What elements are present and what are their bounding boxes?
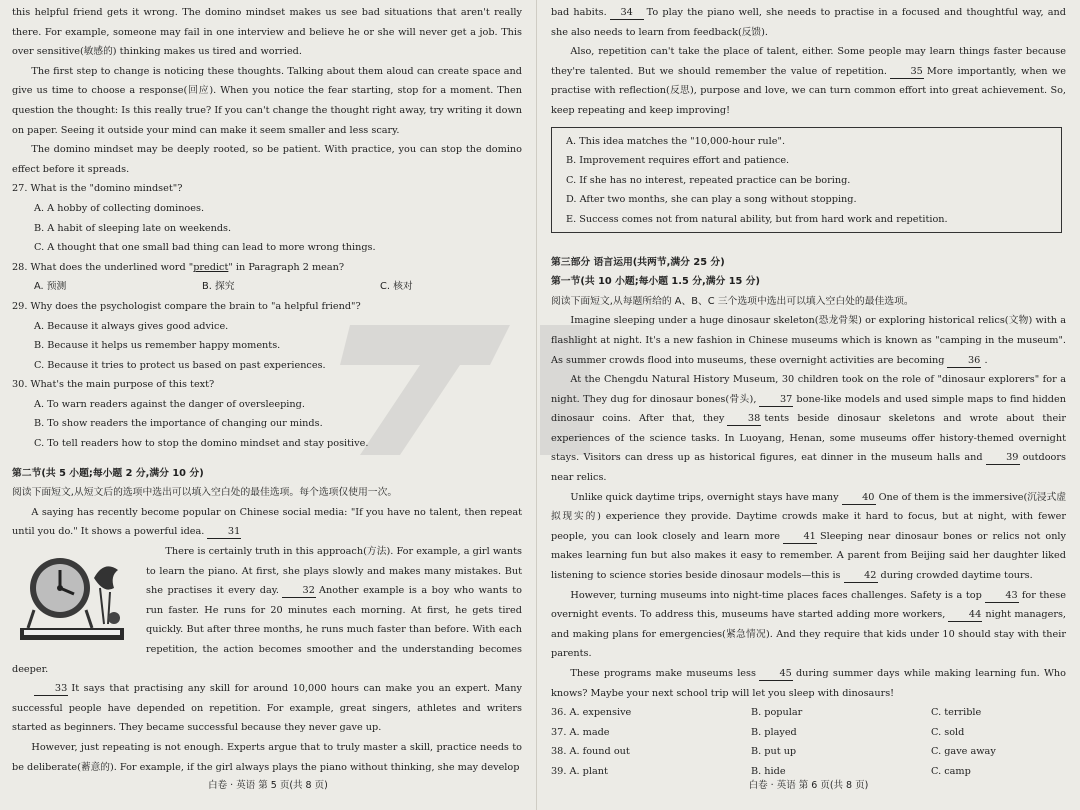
question-27: 27. What is the "domino mindset"? — [12, 183, 183, 195]
option: C. Because it tries to protect us based on past experiences. — [34, 359, 326, 371]
paragraph: The first step to change is noticing these thoughts. Talking about them aloud can create space and give us time to choose a response(回应). When you notice the fear starting, stop for a moment. Then question the thought: Is this really true? If you can't change the thought right away, try writing it down on paper. Seeing it outside your mind can make it seem smaller and less scary. — [12, 65, 522, 136]
blank-31: 31 — [207, 525, 241, 539]
option: 36. A. expensive — [551, 707, 632, 719]
section-instructions: 阅读下面短文,从每题所给的 A、B、C 三个选项中选出可以填入空白处的最佳选项。 — [551, 295, 914, 307]
blank-38: 38 — [727, 412, 761, 426]
page-footer: 白卷 · 英语 第 5 页(共 8 页) — [208, 780, 328, 792]
option: C. camp — [931, 765, 971, 777]
question-28: 28. What does the underlined word "predict" in Paragraph 2 mean? — [12, 261, 345, 273]
blank-39: 39 — [986, 451, 1020, 465]
page-footer: 白卷 · 英语 第 6 页(共 8 页) — [748, 780, 869, 792]
section-title: 第二节(共 5 小题;每小题 2 分,满分 10 分) — [12, 467, 204, 479]
question-29: 29. Why does the psychologist compare the brain to "a helpful friend"? — [12, 300, 361, 312]
option: E. Success comes not from natural ability, but from hard work and repetition. — [566, 213, 948, 225]
blank-41: 41 — [783, 530, 817, 544]
paragraph: A saying has recently become popular on Chinese social media: "If you have no talent, then repeat until you do." It shows a powerful idea. 31 — [12, 506, 522, 538]
answer-options — [551, 703, 1066, 781]
option: B. A habit of sleeping late on weekends. — [34, 222, 232, 234]
blank-42: 42 — [844, 569, 878, 583]
paragraph: this helpful friend gets it wrong. The domino mindset makes us see bad situations that aren't really there. For example, someone may fail in one interview and believe he or she will never get a job. This over sensitive(敏感的) thinking makes us tired and worried. — [12, 7, 522, 58]
paragraph: At the Chengdu Natural History Museum, 30 children took on the role of "dinosaur explorers" for a night. They dug for dinosaur bones(骨头), 37 bone-like models and used simple maps to find hidden dinosaur coins. After that, they 38 tents beside dinosaur skeletons and wrote about their experiences of the science tasks. In Luoyang, Henan, some museums offer history-themed overnight stays. Visitors can dress up as historical figures, eat dinner in the museum halls and 39 outdoors near relics. — [551, 374, 1066, 484]
part-title: 第三部分 语言运用(共两节,满分 25 分) — [551, 256, 725, 268]
option: C. gave away — [931, 746, 996, 758]
page-6 — [537, 0, 1080, 810]
option: C. sold — [931, 726, 965, 738]
option: A. A hobby of collecting dominoes. — [34, 202, 205, 214]
blank-32: 32 — [282, 584, 316, 598]
option: B. played — [751, 726, 797, 738]
option: B. popular — [751, 707, 803, 719]
paragraph: bad habits. 34 To play the piano well, she needs to practise in a focused and thoughtful way, and she also needs to learn from feedback(反馈). — [551, 7, 1066, 38]
question-30: 30. What's the main purpose of this text? — [12, 379, 215, 391]
option: A. This idea matches the "10,000-hour rule". — [566, 135, 786, 147]
option: B. Because it helps us remember happy moments. — [34, 340, 281, 352]
option: C. To tell readers how to stop the domino mindset and stay positive. — [34, 438, 369, 450]
option: 39. A. plant — [551, 765, 608, 777]
option: A. To warn readers against the danger of oversleeping. — [34, 398, 305, 410]
option: D. After two months, she can play a song without stopping. — [566, 194, 857, 206]
option: B. hide — [751, 765, 786, 777]
paragraph: The domino mindset may be deeply rooted, so be patient. With practice, you can stop the domino effect before it spreads. — [12, 144, 522, 175]
paragraph: There is certainly truth in this approach(方法). For example, a girl wants to learn the piano. At first, she plays slowly and makes many mistakes. But she practises it every day. 32 Another example is a boy who wants to run faster. He runs for 20 minutes each morning. At first, he gets tired quickly. But after three months, he runs much faster than before. With each repetition, the action becomes smoother and the understanding becomes deeper. — [12, 546, 522, 675]
section-instructions: 阅读下面短文,从短文后的选项中选出可以填入空白处的最佳选项。每个选项仅使用一次。 — [12, 487, 398, 499]
option: A. 预测 — [34, 281, 67, 293]
paragraph: However, just repeating is not enough. Experts argue that to truly master a skill, practice needs to be deliberate(蓄意的). For example, if the girl always plays the piano without thinking, she may develop — [12, 741, 522, 773]
paragraph: 33 It says that practising any skill for around 10,000 hours can make you an expert. Many successful people have depended on repetition. For example, great singers, athletes and writers started as beginners. They became successful because they never gave up. — [12, 683, 522, 734]
blank-34: 34 — [610, 6, 644, 20]
paragraph: However, turning museums into night-time places faces challenges. Safety is a top 43 for these overnight events. To address this, museums have started adding more workers, 44 night managers, and making plans for emergencies(紧急情况). And they require that kids under 10 should stay with their parents. — [551, 589, 1066, 660]
paragraph: Also, repetition can't take the place of talent, either. Some people may learn things faster because they're talented. But we should remember the value of repetition. 35 More importantly, when we practise with reflection(反思), purpose and love, we can turn common effort into great achievement. So, keep repeating and keep improving! — [551, 46, 1067, 116]
paragraph: Unlike quick daytime trips, overnight stays have many 40 One of them is the immersive(沉浸式虚拟现实的) experience they provide. Daytime crowds make it hard to focus, but at night, with fewer people, you can look closely and learn more 41 Sleeping near dinosaur bones or relics not only makes learning fun but also makes it easy to remember. A parent from Beijing said her daughter liked listening to science stories beside dinosaur models—this is 42 during crowded daytime tours. — [551, 491, 1067, 582]
underlined-word: predict — [193, 261, 229, 273]
page-5 — [0, 0, 536, 810]
blank-43: 43 — [985, 589, 1019, 603]
blank-33: 33 — [34, 682, 68, 696]
clock-icon — [14, 548, 134, 650]
blank-44: 44 — [948, 608, 982, 622]
options-box — [551, 127, 1062, 233]
option: C. terrible — [931, 707, 982, 719]
blank-40: 40 — [842, 491, 876, 505]
option: B. 探究 — [202, 281, 235, 293]
option: B. Improvement requires effort and patience. — [566, 155, 790, 167]
option: C. 核对 — [380, 281, 413, 293]
option: A. Because it always gives good advice. — [34, 320, 229, 332]
option: 37. A. made — [551, 726, 610, 738]
blank-37: 37 — [759, 393, 793, 407]
clock-piano-illustration — [14, 548, 134, 650]
paragraph: Imagine sleeping under a huge dinosaur skeleton(恐龙骨架) or exploring historical relics(文物) with a flashlight at night. It's a new fashion in Chinese museums which is known as "camping in the museum". As summer crowds flood into museums, these overnight activities are becoming 36 . — [551, 315, 1066, 366]
option: B. To show readers the importance of changing our minds. — [34, 418, 323, 430]
paragraph: These programs make museums less 45 during summer days while making learning fun. Who knows? Maybe your next school trip will let you sleep with dinosaurs! — [551, 668, 1066, 699]
option: C. If she has no interest, repeated practice can be boring. — [566, 174, 851, 186]
section-title: 第一节(共 10 小题;每小题 1.5 分,满分 15 分) — [551, 276, 761, 288]
option-row — [12, 277, 522, 297]
blank-36: 36 — [947, 354, 981, 368]
option: B. put up — [751, 746, 797, 758]
blank-35: 35 — [890, 65, 924, 79]
option: C. A thought that one small bad thing can lead to more wrong things. — [34, 242, 376, 254]
option: 38. A. found out — [551, 746, 630, 758]
blank-45: 45 — [759, 667, 793, 681]
